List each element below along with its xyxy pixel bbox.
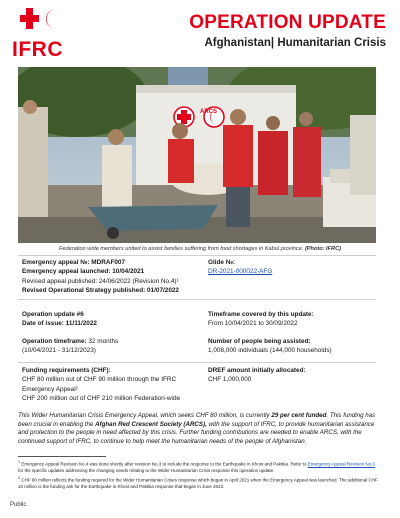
funding-requirements bbox=[22, 366, 197, 404]
cover-photo bbox=[18, 67, 376, 243]
people-assisted bbox=[208, 337, 373, 356]
dref-value: CHF 1,000,000 bbox=[208, 376, 252, 384]
footnote-rule bbox=[18, 456, 106, 457]
appeal-details bbox=[22, 258, 197, 296]
appeal-number: Emergency appeal №: MDRAF007 bbox=[22, 259, 126, 266]
caption-credit: (Photo: IFRC) bbox=[304, 246, 341, 252]
page-header bbox=[0, 0, 400, 66]
divider bbox=[18, 299, 376, 300]
intro-text-1: This Wider Humanitarian Crisis Emergency Appeal, which seeks CHF 80 million, is currently bbox=[18, 412, 272, 419]
glide-details bbox=[208, 258, 373, 277]
people-label: Number of people being assisted: bbox=[208, 338, 311, 345]
intro-paragraph bbox=[18, 412, 378, 446]
people-value: 1,008,000 individuals (144,000 households) bbox=[208, 347, 332, 355]
photo-caption bbox=[0, 246, 400, 252]
appeal-launched: Emergency appeal launched: 10/04/2021 bbox=[22, 268, 145, 276]
footnote-1-marker: 1 bbox=[18, 460, 21, 464]
dref-allocation bbox=[208, 366, 373, 385]
arcs-name: Afghan Red Crescent Society (ARCS), bbox=[95, 420, 207, 428]
page-title: OPERATION UPDATE bbox=[189, 12, 386, 33]
intro-text-3: with the support of IFRC, to provide humanitarian assistance and protection to the people in need affected by this crisis. Further funding contributions are needed to enable ARCS, with the continued support of IFRC, to continue to help meet the humanitarian needs of the people of Afghanistan. bbox=[18, 420, 375, 445]
footnote-1-text-a: Emergency Appeal Revision No.4 was done shortly after revision No.3 to include the response to the Earthquake in Khost and Paktika. Refer to bbox=[20, 461, 308, 467]
distribution-scene-illustration bbox=[18, 67, 376, 243]
dref-label: DREF amount initially allocated: bbox=[208, 367, 306, 374]
op-timeframe-range: (10/04/2021 - 31/12/2023) bbox=[22, 347, 96, 355]
footnotes bbox=[18, 459, 380, 490]
svg-text:ARCS: ARCS bbox=[200, 109, 218, 115]
intro-text-2: . This funding has been crucial in enabling the bbox=[18, 412, 376, 428]
timeframe-details bbox=[208, 310, 373, 329]
funding-line-2: CHF 200 million out of CHF 210 million Federation-wide bbox=[22, 395, 181, 403]
divider bbox=[18, 255, 376, 256]
glide-number-link[interactable]: DR-2021-000022-AFG bbox=[208, 268, 273, 276]
timeframe-value: From 10/04/2021 to 30/09/2022 bbox=[208, 320, 298, 328]
timeframe-label: Timeframe covered by this update: bbox=[208, 311, 314, 318]
logo-wordmark: IFRC bbox=[12, 38, 63, 61]
revision-3-link[interactable]: Emergency Appeal Revision No.3 bbox=[307, 461, 375, 467]
op-timeframe-label: Operation timeframe: bbox=[22, 338, 89, 345]
glide-label: Glide №: bbox=[208, 259, 236, 266]
update-details bbox=[22, 310, 197, 329]
ifrc-logo bbox=[10, 8, 70, 60]
red-cross-crescent-emblem bbox=[20, 8, 64, 30]
page-subtitle: Afghanistan| Humanitarian Crisis bbox=[204, 37, 386, 49]
funding-label: Funding requirements (CHF): bbox=[22, 367, 111, 374]
caption-text: Federation wide members united to assist families suffering from food shortages in Kabul province. bbox=[59, 246, 305, 252]
classification-label: Public bbox=[10, 502, 27, 508]
footnote-2 bbox=[18, 475, 380, 491]
issue-date: Date of issue: 11/11/2022 bbox=[22, 320, 97, 328]
footnote-1-text-b: for the specific updates addressing the changing needs relating to the Wider Humanitarian Crisis response this operation update. bbox=[18, 468, 275, 473]
update-number: Operation update #6 bbox=[22, 311, 84, 318]
footnote-1 bbox=[18, 459, 380, 475]
revised-appeal: Revised appeal published: 24/06/2022 (Revision No.4)¹ bbox=[22, 277, 179, 285]
operation-timeframe bbox=[22, 337, 197, 356]
funded-percentage: 29 per cent funded bbox=[271, 412, 327, 419]
op-timeframe-value: 32 months bbox=[88, 338, 119, 345]
footnote-2-text: CHF 80 million reflects the funding required for the Wider Humanitarian Crises response which began in April 2021 when the Emergency Appeal was launched. The additional CHF 10 million is the funding ask for the Earthquake in Khost and Paktika response that began in June 2022. bbox=[18, 477, 378, 489]
appeal-info-table bbox=[18, 255, 376, 405]
revised-strategy: Revised Operational Strategy published: 01/07/2022 bbox=[22, 287, 179, 295]
funding-line-1: CHF 80 million out of CHF 90 million through the IFRC Emergency Appeal² bbox=[22, 376, 177, 393]
title-block bbox=[189, 12, 386, 49]
divider bbox=[18, 362, 376, 363]
footnote-2-marker: 2 bbox=[18, 475, 21, 480]
